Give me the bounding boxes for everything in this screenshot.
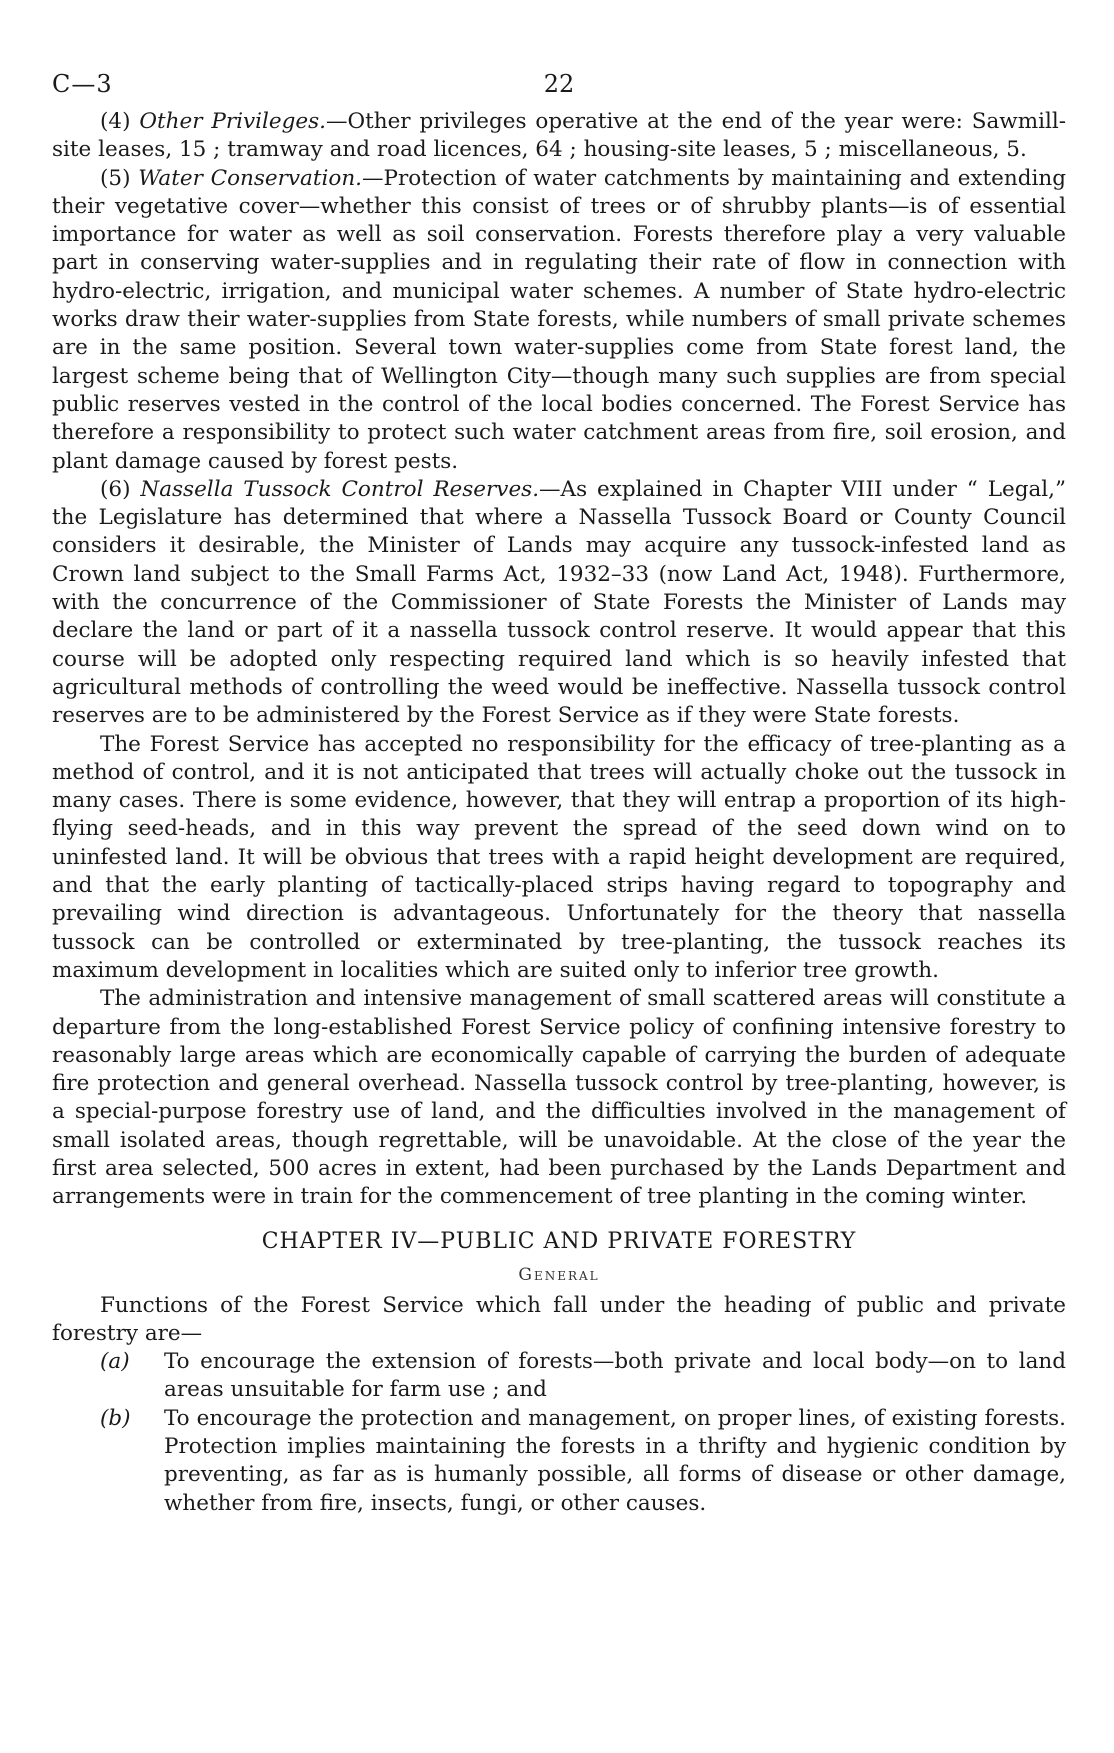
page-number: 22: [543, 70, 575, 98]
section-number: (4): [100, 109, 131, 134]
section-number: (5): [100, 165, 131, 191]
list-item-label: (a): [100, 1349, 130, 1375]
page-header: [52, 60, 1066, 108]
list-item-text: To encourage the protection and management, on proper lines, of existing forests. Protection implies maintaining the forests in a thrifty and hygienic condition by preventing, as far as is humanly possible, all forms of disease or other damage, whether from fire, insects, fungi, or other causes.: [164, 1405, 1066, 1516]
paragraph-administration: The administration and intensive management of small scattered areas will constitute a departure from the long-established Forest Service policy of confining intensive forestry to reasonably large areas which are economically capable of carrying the burden of adequate fire protection and general overhead. Nassella tussock control by tree-planting, however, is a special-purpose forestry use of land, and the difficulties involved in the management of small isolated areas, though regrettable, will be unavoidable. At the close of the year the first area selected, 500 acres in extent, had been purchased by the Lands Department and arrangements were in train for the commencement of tree planting in the coming winter.: [52, 986, 1066, 1210]
section-other-privileges: [52, 108, 1066, 165]
section-subheading: General: [518, 1264, 600, 1285]
section-title: Water Conservation.: [138, 165, 362, 191]
section-title: Nassella Tussock Control Reserves.: [140, 476, 540, 502]
functions-intro: Functions of the Forest Service which fall under the heading of public and private forestry are—: [52, 1292, 1066, 1346]
section-number: (6): [100, 476, 131, 502]
list-item: [52, 1405, 1066, 1518]
document-reference: C—3: [52, 70, 113, 98]
section-title: Other Privileges.: [139, 109, 326, 134]
list-item: [52, 1348, 1066, 1405]
chapter-heading: CHAPTER IV—PUBLIC AND PRIVATE FORESTRY: [261, 1228, 857, 1254]
page-content: [52, 60, 1066, 1518]
section-nassella-tussock: [52, 476, 1066, 731]
section-body: —Other privileges operative at the end of the year were: Sawmill-site leases, 15 ; tramway and road licences, 64 ; housing-site leases, 5 ; miscellaneous, 5.: [52, 109, 1066, 163]
list-item-text: To encourage the extension of forests—both private and local body—on to land areas unsuitable for farm use ; and: [164, 1349, 1066, 1403]
section-body: —As explained in Chapter VIII under “ Legal,” the Legislature has determined that where a Nassella Tussock Board or County Council considers it desirable, the Minister of Lands may acquire any tussock-infested land as Crown land subject to the Small Farms Act, 1932–33 (now Land Act, 1948). Furthermore, with the concurrence of the Commissioner of State Forests the Minister of Lands may declare the land or part of it a nassella tussock control reserve. It would appear that this course will be adopted only respecting required land which is so heavily infested that agricultural methods of controlling the weed would be ineffective. Nassella tussock control reserves are to be administered by the Forest Service as if they were State forests.: [52, 476, 1066, 729]
list-item-label: (b): [100, 1405, 131, 1431]
section-body: —Protection of water catchments by maintaining and extending their vegetative cover—whether this consist of trees or of shrubby plants—is of essential importance for water as well as soil conservation. Forests therefore play a very valuable part in conserving water-supplies and in regulating their rate of flow in connection with hydro-electric, irrigation, and municipal water schemes. A number of State hydro-electric works draw their water-supplies from State forests, while numbers of small private schemes are in the same position. Several town water-supplies come from State forest land, the largest scheme being that of Wellington City—though many such supplies are from special public reserves vested in the control of the local bodies concerned. The Forest Service has therefore a responsibility to protect such water catchment areas from fire, soil erosion, and plant damage caused by forest pests.: [52, 165, 1066, 474]
paragraph-tree-planting-control: The Forest Service has accepted no responsibility for the efficacy of tree-planting as a method of control, and it is not anticipated that trees will actually choke out the tussock in many cases. There is some evidence, however, that they will entrap a proportion of its high-flying seed-heads, and in this way prevent the spread of the seed down wind on to uninfested land. It will be obvious that trees with a rapid height development are required, and that the early planting of tactically-placed strips having regard to topography and prevailing wind direction is advantageous. Unfortunately for the theory that nassella tussock can be controlled or exterminated by tree-planting, the tussock reaches its maximum development in localities which are suited only to inferior tree growth.: [52, 731, 1066, 983]
section-water-conservation: [52, 165, 1066, 476]
